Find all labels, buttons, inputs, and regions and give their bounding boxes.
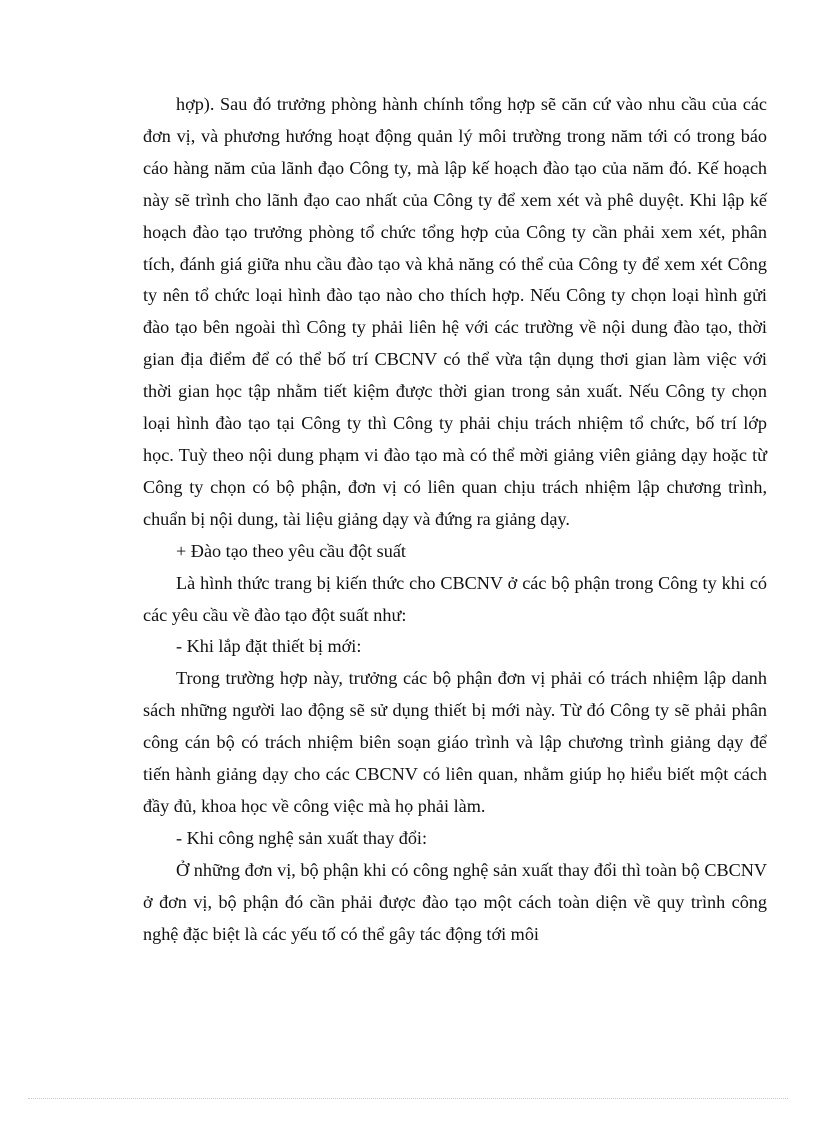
paragraph-technology-change-heading: - Khi công nghệ sản xuất thay đổi: [176,827,428,848]
footer-divider [28,1098,788,1099]
paragraph-adhoc-training-heading: + Đào tạo theo yêu cầu đột suất [176,540,406,561]
paragraph-adhoc-training-definition: Là hình thức trang bị kiến thức cho CBCNV ở các bộ phận trong Công ty khi có các yêu cầu về đào tạo đột suất như: [143,572,767,625]
paragraph-technology-change-body: Ở những đơn vị, bộ phận khi có công nghệ sản xuất thay đổi thì toàn bộ CBCNV ở đơn vị, bộ phận đó cần phải được đào tạo một cách toàn diện về quy trình công nghệ đặc biệt là các yếu tố có thể gây tác động tới môi [143,859,767,944]
paragraph-new-equipment-body: Trong trường hợp này, trưởng các bộ phận đơn vị phải có trách nhiệm lập danh sách những người lao động sẽ sử dụng thiết bị mới này. Từ đó Công ty sẽ phải phân công cán bộ có trách nhiệm biên soạn giáo trình và lập chương trình giảng dạy để tiến hành giảng dạy cho các CBCNV có liên quan, nhằm giúp họ hiểu biết một cách đầy đủ, khoa học về công việc mà họ phải làm. [143,668,767,816]
document-body [143,89,767,950]
paragraph-new-equipment-heading: - Khi lắp đặt thiết bị mới: [176,636,362,657]
paragraph-training-plan: hợp). Sau đó trưởng phòng hành chính tổng hợp sẽ căn cứ vào nhu cầu của các đơn vị, và phương hướng hoạt động quản lý môi trường trong năm tới có trong báo cáo hàng năm của lãnh đạo Công ty, mà lập kế hoạch đào tạo của năm đó. Kế hoạch này sẽ trình cho lãnh đạo cao nhất của Công ty để xem xét và phê duyệt. Khi lập kế hoạch đào tạo trưởng phòng tổ chức tổng hợp của Công ty cần phải xem xét, phân tích, đánh giá giữa nhu cầu đào tạo và khả năng có thể của Công ty để xem xét Công ty nên tổ chức loại hình đào tạo nào cho thích hợp. Nếu Công ty chọn loại hình gửi đào tạo bên ngoài thì Công ty phải liên hệ với các trường về nội dung đào tạo, thời gian địa điểm để có thể bố trí CBCNV có thể vừa tận dụng thơi gian làm việc với thời gian học tập nhằm tiết kiệm được thời gian trong sản xuất. Nếu Công ty chọn loại hình đào tạo tại Công ty thì Công ty phải chịu trách nhiệm tổ chức, bố trí lớp học. Tuỳ theo nội dung phạm vi đào tạo mà có thể mời giảng viên giảng dạy hoặc từ Công ty chọn có bộ phận, đơn vị có liên quan chịu trách nhiệm lập chương trình, chuẩn bị nội dung, tài liệu giảng dạy và đứng ra giảng dạy. [143,94,767,529]
